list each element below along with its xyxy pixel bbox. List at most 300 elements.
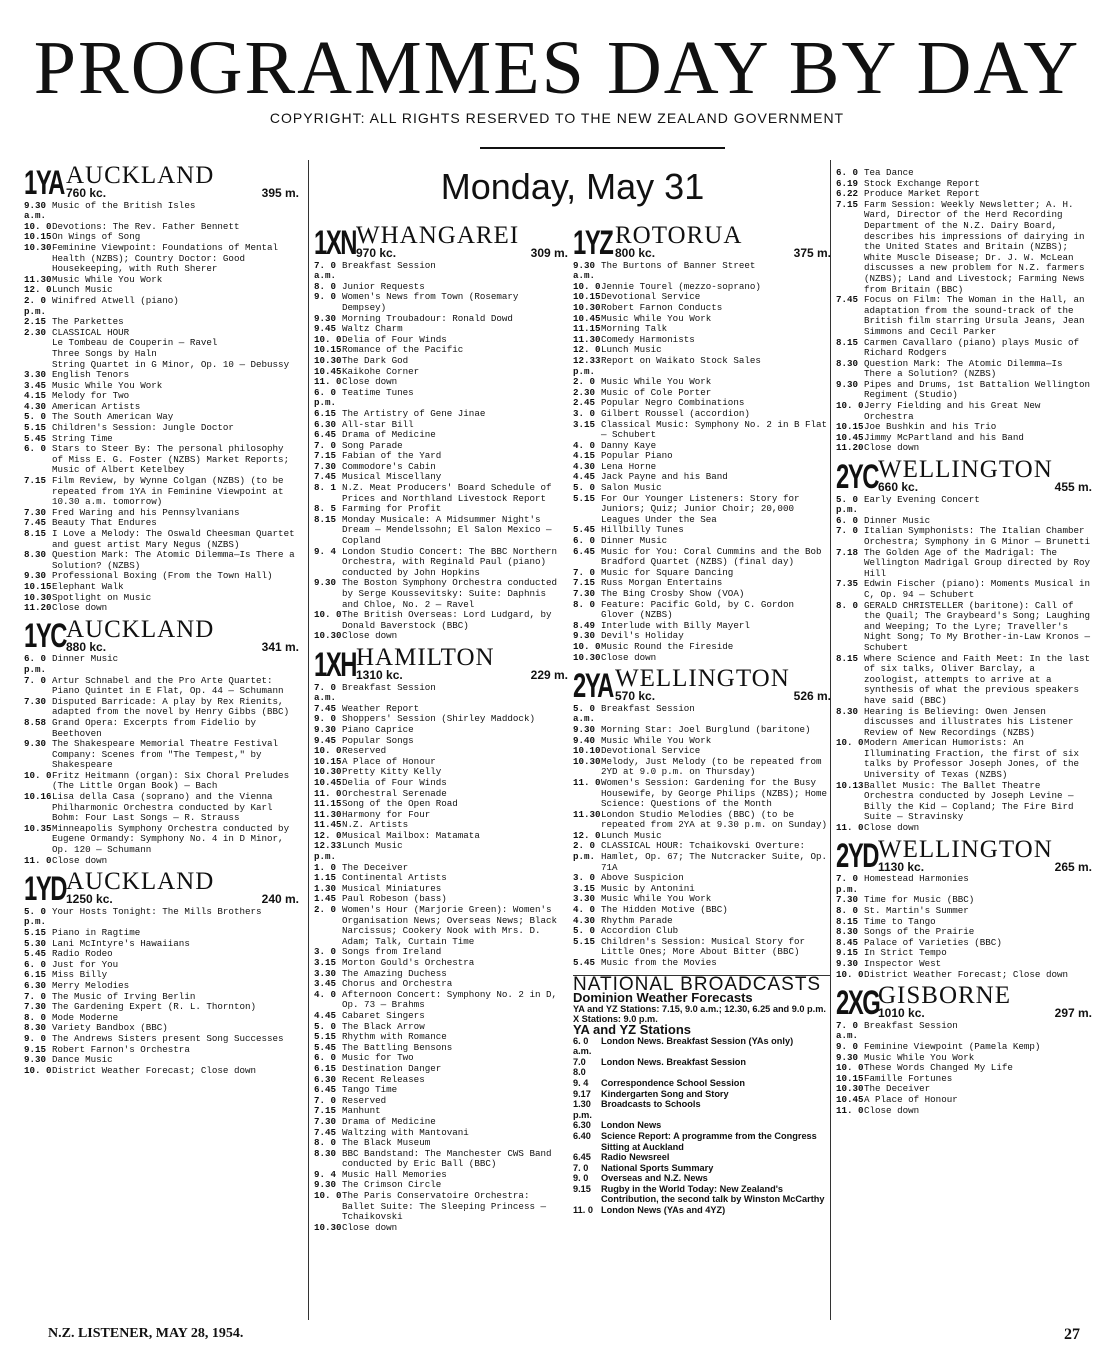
programme-entry [314,610,568,631]
programme-title: The Boston Symphony Orchestra conducted by Serge Koussevitsky: Suite: Daphnis and Chloe, No. 2 — Ravel [342,577,558,610]
national-entry [573,1205,831,1216]
programme-title: Music While You Work [601,376,712,388]
programme-time: 10.15 [314,344,342,356]
programme-time: 11. 0 [314,787,342,799]
programme-time: 5.45 [573,957,596,968]
programme-title: The Music of Irving Berlin [52,990,196,1002]
programme-time: 8. 0 [836,905,859,916]
programme-time: 8. 0 [573,598,596,610]
programme-time: 10.15 [314,755,342,767]
station-frequency [878,1008,1092,1019]
programme-title: Feature: Pacific Gold, by C. Gordon Glover (NZBS) [601,598,794,621]
programme-time: 8.15 [314,513,337,525]
programme-entry [573,547,831,568]
programme-time: 9.30 [314,723,337,735]
programme-title: Music While You Work [601,734,712,746]
programme-title: Hillbilly Tunes [601,524,684,536]
station-block [836,984,1092,1116]
programme-time: 6. 0 [24,443,47,455]
programme-title: Rugby in the World Today: New Zealand's Contribution, the second talk by Winston McCarthy [601,1183,825,1205]
programme-title: The Bing Crosby Show (VOA) [601,588,745,599]
programme-title: Music While You Work [601,312,712,324]
programme-time: 5.15 [24,422,47,434]
programme-time: 5.30 [24,937,47,949]
programme-time: 11.30 [24,273,52,285]
programme-time: 11.30 [314,808,342,820]
programme-title: District Weather Forecast; Close down [52,1064,256,1076]
programme-time: 8. 1 [314,482,337,494]
station-frequency [615,691,831,702]
station-call-sign: 2YA [573,666,613,705]
national-entry [573,1131,831,1152]
station-frequency [878,482,1092,493]
programme-time: 9. 4 [573,1077,589,1088]
national-entry [573,1057,831,1078]
programme-time: 11.20 [836,442,864,454]
programme-title: Music of Cole Porter [601,386,712,398]
programme-title: Inspector West [864,957,942,969]
programme-time: 5.15 [24,927,47,938]
programme-title: Songs from Ireland [342,946,442,958]
programme-entry [24,444,299,476]
programme-entry [573,642,831,653]
programme-time: 10.15 [836,1072,864,1084]
programme-title: The Burtons of Banner Street [601,259,756,271]
programme-title: Danny Kaye [601,439,657,451]
weather-line: X Stations: 9.0 p.m. [573,1014,658,1025]
programme-time: 8.45 [836,936,859,948]
programme-time: 9.30 [573,723,596,735]
programme-entry [836,380,1092,401]
programme-entry [836,781,1092,823]
programme-time: 8.30 [24,1022,47,1034]
programme-title: Music While You Work [601,893,712,905]
programme-title: Breakfast Session [342,259,436,271]
programme-title: Interlude with Billy Mayerl [601,619,750,631]
programme-title: Song of the Open Road [342,798,458,810]
station-call-sign: 1YZ [573,223,613,262]
national-entry [573,1089,831,1100]
programme-entry [836,443,1092,454]
programme-title: Jerry Fielding and his Great New Orchestra [864,400,1041,422]
programme-time: 8.15 [836,336,859,348]
programme-time: 9.15 [24,1043,47,1055]
national-entry [573,1078,831,1089]
station-block [573,667,831,968]
programme-entry [314,631,568,642]
programme-time: 6.22 [836,188,859,200]
programme-time: 4.30 [573,460,596,472]
station-metres: 455 m. [1054,480,1092,495]
station-name: WELLINGTON [878,456,1053,484]
national-entry [573,1184,831,1205]
programme-entry [24,771,299,792]
programme-time: 2. 0 p.m. [24,294,47,317]
programme-title: Lena Horne [601,460,657,472]
programme-time: 6.15 [314,407,337,419]
programme-entry [24,550,299,571]
station-block [314,643,568,1233]
station-name: WELLINGTON [878,835,1053,863]
programme-entry [314,388,568,409]
station-block [836,168,1092,454]
programme-title: Cabaret Singers [342,1009,425,1021]
programme-title: Monday Musicale: A Midsummer Night's Dream — Mendelssohn; El Salon Mexico — Copland [342,513,552,547]
programme-entry [573,778,831,810]
weather-title: Dominion Weather Forecasts [573,990,753,1006]
programme-title: Lunch Music [601,829,662,841]
programme-title: Children's Session: Musical Story for Little Ones; More About Bitter (BBC) [601,935,805,958]
programme-title: The Battling Bensons [342,1041,453,1053]
programme-time: 5. 0 [314,1020,337,1032]
programme-entry [836,738,1092,780]
programme-title: Joe Bushkin and his Trio [864,421,997,433]
programme-title: Music Hall Memories [342,1168,447,1180]
programme-time: 1.30 [314,882,337,894]
programme-entry [314,515,568,547]
programme-time: 5. 0 p.m. [24,905,47,928]
programme-entry [836,1042,1092,1053]
programme-time: 8. 5 [314,503,337,515]
programme-time: 12. 0 [573,829,601,841]
programme-title: Time for Music (BBC) [864,894,975,906]
programme-time: 3. 0 [573,872,596,884]
programme-entry [24,792,299,824]
programme-title: The Hidden Motive (BBC) [601,904,728,916]
programme-title: The Gardening Expert (R. L. Thornton) [52,1001,256,1013]
national-entry [573,1120,831,1131]
programme-title: Devotional Service [601,291,701,303]
programme-title: Close down [342,376,398,388]
programme-title: The Amazing Duchess [342,967,447,979]
programme-title: Paul Robeson (bass) [342,893,447,905]
programme-title: Morton Gould's Orchestra [342,957,475,968]
programme-title: Film Review, by Wynne Colgan (NZBS) (to be repeated from 1YA in Feminine Viewpoint at 10.30 a.m. tomorrow) [52,475,284,508]
programme-title: Continental Artists [342,872,447,884]
station-call-sign: 1XH [314,645,357,684]
programme-time: 8.30 [836,926,859,938]
programme-title: Musical Mailbox: Matamata [342,829,480,841]
programme-title: Piano Caprice [342,723,414,735]
programme-title: Merry Melodies [52,979,130,991]
programme-title: Fabian of the Yard [342,450,442,462]
programme-title: London Studio Concert: The BBC Northern Orchestra, with Reginald Paul (piano) conducted by John Hopkins [342,545,558,578]
programme-time: 10. 0 [573,640,601,652]
station-call-sign: 1YD [24,869,67,908]
programme-entry [24,676,299,697]
station-kc: 570 kc. [615,689,656,704]
programme-time: 10. 0 [573,280,601,292]
programme-title: A Place of Honour [864,1093,958,1105]
programme-entry [314,261,568,282]
masthead-title: PROGRAMMES DAY BY DAY [33,26,1081,110]
programme-entry [24,739,299,771]
programme-time: 10.30 [573,651,601,663]
programme-title: Dance Music [52,1054,113,1066]
programme-title: Question Mark: The Atomic Dilemma—Is There a Solution? (NZBS) [864,357,1063,380]
programme-time: 11. 0 [314,376,342,388]
programme-time: 2. 0 [314,904,337,916]
programme-title: Le Tombeau de Couperin — Ravel [52,337,218,349]
programme-time: 12. 0 [314,829,342,841]
programme-title: The Crimson Circle [342,1179,442,1191]
programme-title: Feminine Viewpoint (Pamela Kemp) [864,1040,1041,1052]
programme-title: The Shakespeare Memorial Theatre Festival Company: Scenes from "The Tempest," by Shakespeare [52,738,279,771]
programme-title: Piano in Ragtime [52,927,141,938]
programme-entry [573,600,831,621]
programme-entry [836,707,1092,739]
programme-entry [24,476,299,508]
programme-title: Popular Piano [601,450,673,462]
programme-entry [836,874,1092,895]
programme-title: The Golden Age of the Madrigal: The Wellington Madrigal Group directed by Roy Hill [864,546,1091,579]
programme-entry [836,823,1092,834]
programme-time: 5.15 [573,935,596,947]
programme-title: Elephant Walk [52,580,124,592]
programme-time: 10. 0 [314,609,342,621]
programme-time: 10. 0 [24,220,52,232]
programme-entry [314,409,568,420]
programme-time: 8.58 [24,716,47,728]
programme-entry [24,697,299,718]
programme-time: 9.30 [314,1179,337,1191]
programme-time: 10.30 [573,755,601,767]
station-frequency [66,188,299,199]
national-broadcasts [573,975,831,1216]
programme-title: The Paris Conservatoire Orchestra: Ballet Suite: The Sleeping Princess — Tchaikovski [342,1190,546,1223]
programme-time: 6.45 [573,1152,591,1163]
programme-title: Women's Hour (Marjorie Green): Women's Organisation News; Overseas News; Black Narcissus; Cookery Nook with Mrs. D. Adam; Talk, Curtain Time [342,904,558,947]
programme-title: Reserved [342,745,387,757]
programme-time: 10.30 [573,301,601,313]
station-call-sign: 1YA [24,163,64,202]
programme-time: 9. 0 [314,713,337,725]
programme-title: Dinner Music [864,514,931,526]
programme-time: 10.30 [314,1221,342,1233]
programme-title: Palace of Varieties (BBC) [864,936,1002,948]
programme-time: 6.45 [314,1084,337,1096]
programme-time: 12.33 p.m. [573,354,601,377]
programme-title: Music While You Work [52,379,163,391]
programme-title: Close down [342,630,398,642]
programme-title: CLASSICAL HOUR [52,326,130,338]
station-metres: 265 m. [1054,859,1092,874]
page-number: 27 [1064,1326,1080,1343]
programme-title: Jennie Tourel (mezzo-soprano) [601,280,761,292]
station-kc: 970 kc. [356,246,397,260]
programme-title: GERALD CHRISTELLER (baritone): Call of the Quail; The Graybeard's Song; Laughing and Weeping; To the Lyre; Traveller's Night Song; To My Brother-in-Law Kronos — Schubert [864,599,1091,653]
station-call-sign: 2YC [836,457,879,496]
programme-time: 10.30 [314,630,342,642]
station-frequency [615,248,831,259]
programme-title: For Our Younger Listeners: Story for Juniors; Quiz; Junior Choir; 20,000 Leagues Under the Sea [601,492,800,525]
station-name: ROTORUA [615,222,743,249]
programme-time: 9.30 [314,312,337,324]
programme-entry [314,905,568,947]
programme-time: 3.15 [314,957,337,968]
programme-time: 10. 0 [314,333,342,345]
programme-time: 11.15 [573,323,601,335]
programme-title: In Strict Tempo [864,947,947,959]
programme-entry [836,654,1092,707]
programme-entry [573,589,831,600]
programme-title: Modern American Humorists: An Illuminating Fraction, the first of six talks by Professor Joseph Jones, of the University of Texas (NZBS) [864,737,1080,781]
programme-time: 5.45 [24,948,47,960]
programme-time: 2. 0 p.m. [573,840,596,863]
programme-time: 1.45 [314,893,337,905]
programme-title: Romance of the Pacific [342,344,464,356]
programme-title: Weather Report [342,702,420,714]
station-info [615,667,831,702]
programme-title: Edwin Fischer (piano): Moments Musical in C, Op. 94 — Schubert [864,578,1091,600]
programme-title: London News. Breakfast Session [601,1056,746,1067]
programme-entry [24,981,299,992]
programme-title: Pretty Kitty Kelly [342,766,442,778]
programme-time: 7. 0 [836,525,859,537]
programme-entry [314,578,568,610]
programme-entry [314,1191,568,1223]
programme-title: Your Hosts Tonight: The Mills Brothers [52,905,262,917]
programme-time [24,349,52,360]
station-info [66,164,299,199]
programme-entry [573,261,831,282]
station-kc: 1310 kc. [356,667,403,682]
programme-time: 7.30 [24,1001,47,1013]
programme-time: 3.45 [314,978,337,990]
programme-entry [836,548,1092,580]
national-entry [573,1036,831,1057]
station-frequency [66,639,299,654]
station-header [573,665,831,705]
programme-title: Musical Miniatures [342,882,442,894]
programme-title: Music from the Movies [601,957,717,968]
programme-entry [314,725,568,736]
programme-title: The British Overseas: Lord Ludgard, by Donald Baverstock (BBC) [342,609,552,631]
programme-title: American Artists [52,400,141,412]
station-kc: 760 kc. [66,186,107,200]
programme-title: Spotlight on Music [52,591,152,603]
programme-title: Children's Session: Jungle Doctor [52,422,234,434]
programme-time: 4.45 [314,1009,337,1021]
programme-time: 7. 0 a.m. [314,259,337,282]
programme-title: Where Science and Faith Meet: In the last of six talks, Oliver Barclay, a zoologist, attempts to arrive at a synthesis of what the previous speakers have said (BBC) [864,652,1091,706]
programme-title: Carmen Cavallaro (piano) plays Music of Richard Rodgers [864,336,1080,359]
programme-title: London News (YAs and 4YZ) [601,1205,726,1216]
programme-title: Three Songs by Haln [52,347,157,359]
programme-title: Winifred Atwell (piano) [52,294,179,306]
programme-time: 6.30 [314,1073,337,1085]
programme-title: String Time [52,432,113,444]
national-entry [573,1152,831,1163]
programme-time: 1.15 [314,872,337,884]
programme-time: 10.15 [836,421,864,433]
programme-title: Morning Talk [601,323,668,335]
programme-title: A Place of Honour [342,755,436,767]
programme-entry [314,1149,568,1170]
programme-title: Italian Symphonists: The Italian Chamber Orchestra; Symphony in G Minor — Brunetti [864,525,1091,547]
programme-title: Music While You Work [864,1051,975,1063]
programme-time: 8.30 [836,357,859,369]
programme-time: 3. 0 [573,407,596,419]
programme-title: CLASSICAL HOUR: Tchaikovski Overture: Hamlet, Op. 67; The Nutcracker Suite, Op. 71A [601,840,828,873]
programme-entry [24,349,299,360]
programme-time: 7. 0 a.m. [314,681,337,704]
programme-time: 12. 0 [24,284,52,296]
programme-time: 10.30 [314,766,342,778]
programme-title: Robert Farnon's Orchestra [52,1043,190,1055]
programme-entry [836,906,1092,917]
programme-entry [24,907,299,928]
programme-entry [314,483,568,504]
station-call-sign: 2YD [836,837,879,876]
programme-entry [836,401,1092,422]
programme-title: Close down [52,602,108,614]
programme-time: 12. 0 [573,344,601,356]
stations-title: YA and YZ Stations [573,1021,691,1037]
station-block [24,164,299,614]
programme-title: Music Round the Fireside [601,640,734,652]
programme-time: 10.10 [573,745,601,757]
programme-title: Music for You: Coral Cummins and the Bob Bradford Quartet (NZBS) (final day) [601,545,822,568]
programme-time: 6.45 [573,545,596,557]
programme-title: I Love a Melody: The Oswald Cheesman Quartet and guest artist Mary Negus (NZBS) [52,528,295,550]
programme-entry [314,958,568,969]
programme-title: Close down [864,822,920,834]
station-metres: 526 m. [793,689,831,704]
programme-entry [836,1021,1092,1042]
station-metres: 309 m. [530,246,568,260]
programme-time: 11.30 [573,333,601,345]
programme-title: Harmony for Four [342,808,431,820]
programme-entry [314,841,568,862]
programme-time: 7.15 [836,198,859,210]
programme-time: 10. 0 [836,968,864,980]
programme-title: Jimmy McPartland and his Band [864,431,1024,443]
station-block [836,835,1092,981]
station-header [573,222,831,262]
programme-time: 9.30 [836,957,859,969]
programme-entry [314,1223,568,1234]
programme-time: 3. 0 [314,946,337,958]
programme-title: Tea Dance [864,167,914,178]
national-entry [573,1099,831,1120]
station-name: HAMILTON [356,643,495,671]
programme-time: 7.45 [314,471,337,483]
programme-time: 4. 0 [573,904,596,916]
programme-time: 8.30 [836,705,859,717]
programme-entry [24,243,299,275]
programme-time: 10.35 [24,822,52,834]
programme-time: 11. 0 [573,776,601,788]
programme-title: Jack Payne and his Band [601,471,728,483]
programme-time: 7.0 8.0 [573,1056,586,1078]
programme-entry [314,683,568,704]
programme-time: 7.30 [314,460,337,472]
programme-entry [24,824,299,856]
station-info [356,224,568,259]
programme-title: Dinner Music [601,535,668,547]
programme-time: 10.45 [573,312,601,324]
station-block [836,458,1092,834]
programme-time: 4. 0 [573,439,596,451]
programme-title: On Wings of Song [52,231,141,243]
programme-title: Music for Two [342,1052,414,1064]
column-2 [314,220,568,1233]
programme-title: These Words Changed My Life [864,1062,1013,1074]
programme-title: Orchestral Serenade [342,787,447,799]
programme-time: 6. 0 [573,535,596,547]
programme-time: 10.15 [24,580,52,592]
